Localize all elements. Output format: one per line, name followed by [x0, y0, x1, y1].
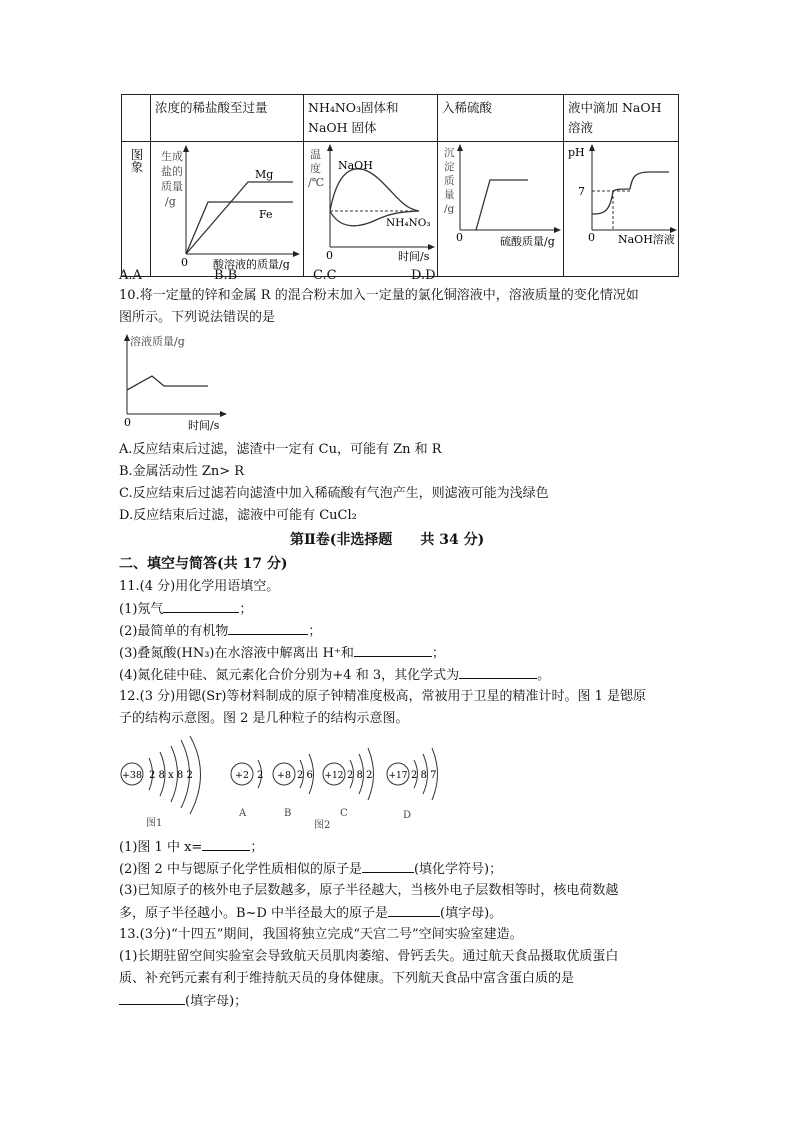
table-cell-a-header: 浓度的稀盐酸至过量 [151, 95, 304, 142]
graph-d-cell [564, 142, 679, 277]
fig2-atom-d-label: D [403, 810, 412, 821]
q13-stem: 13.(3分)“十四五”期间，我国将独立完成“天宫二号”空间实验室建造。 [119, 927, 523, 942]
answer-blank [354, 644, 432, 657]
table-graph-row [122, 142, 679, 277]
q10-option-b: B.金属活动性 Zn> R [119, 464, 245, 479]
q12-stem-line2: 子的结构示意图。图 2 是几种粒子的结构示意图。 [119, 711, 409, 726]
q11-stem: 11.(4 分)用化学用语填空。 [119, 579, 280, 594]
answer-blank [228, 622, 308, 635]
fig2-atom-a [231, 760, 263, 819]
graph-b-cell [304, 142, 438, 277]
fig2-atom-c-nucleus: +12 [324, 771, 344, 781]
q9-option-a: A.A [119, 268, 142, 283]
q12-q1: (1)图 1 中 x= ； [119, 840, 264, 855]
graph-c-ylabel-3: 质 [444, 175, 455, 187]
graph-c-cell [438, 142, 564, 277]
fig2-atom-b-electrons: 2 6 [297, 770, 313, 781]
section2-title: 二、填空与简答(共 17 分) [119, 556, 288, 572]
q12-structure-figures [118, 736, 450, 834]
graph-d-origin: 0 [588, 231, 595, 244]
row-label: 图象 [122, 142, 151, 277]
fig2-atom-b-label: B [284, 808, 292, 819]
fig1-electrons: 2 8 x 8 2 [149, 770, 193, 781]
q10-stem-line2: 图所示。下列说法错误的是 [119, 310, 276, 325]
graph-d-ylabel: pH [568, 146, 585, 159]
q11-item-2: (2)最简单的有机物 ； [119, 624, 322, 639]
fig2-atom-b-nucleus: +8 [276, 770, 292, 781]
fig2-atom-c [314, 748, 374, 831]
q9-option-b: B.B [214, 268, 238, 283]
fig2-caption: 图2 [314, 820, 331, 831]
answer-blank [163, 600, 239, 613]
q12-q3-line2: 多，原子半径越小。B~D 中半径最大的原子是 (填字母)。 [119, 906, 503, 921]
graph-b-series-nh4no3: NH₄NO₃ [386, 217, 431, 229]
graph-a-series-mg: Mg [255, 168, 274, 181]
graph-b-series-naoh: NaOH [338, 159, 373, 172]
graph-c-ylabel-4: 量 [444, 189, 455, 201]
table-cell-b-header: NH₄NO₃固体和NaOH 固体 [304, 95, 438, 142]
fig1-sr-atom [121, 736, 201, 829]
q13-line2: 质、补充钙元素有利于维持航天员的身体健康。下列航天食品中富含蛋白质的是 [119, 971, 575, 986]
graph-a [151, 142, 303, 270]
graph-b-naoh-curve [330, 169, 419, 211]
fig2-atom-c-label: C [340, 808, 348, 819]
q13-line3: (填字母)； [119, 992, 247, 1011]
fig2-atom-d-nucleus: +17 [388, 771, 408, 781]
table-corner-cell [122, 95, 151, 142]
graph-a-mg-line [186, 182, 293, 254]
q10-graph-line [127, 376, 208, 390]
graph-a-origin: 0 [181, 256, 188, 269]
fig1-caption: 图1 [146, 818, 163, 829]
q11-item-2-text: (2)最简单的有机物 [119, 624, 229, 639]
fig2-atom-d-electrons: 2 8 7 [411, 770, 437, 781]
graph-d-xlabel: NaOH溶液 [618, 233, 675, 246]
q10-option-d: D.反应结束后过滤，滤液中可能有 CuCl₂ [119, 508, 357, 523]
table-cell-d-header: 液中滴加 NaOH 溶液 [564, 95, 679, 142]
answer-blank [202, 838, 250, 851]
graph-c [438, 142, 563, 270]
fig2-atom-a-label: A [239, 808, 247, 819]
fig1-nucleus: +38 [121, 770, 143, 781]
graph-d-tick-7: 7 [578, 185, 585, 198]
q9-options-table [121, 94, 679, 277]
q10-graph [118, 332, 228, 432]
graph-b-xlabel: 时间/s [398, 250, 430, 263]
graph-b-ylabel-1: 温 [310, 148, 321, 161]
fig2-atom-b [273, 754, 314, 819]
graph-b-origin: 0 [326, 249, 333, 262]
graph-b [304, 142, 437, 270]
q13-line1: (1)长期驻留空间实验室会导致航天员肌肉萎缩、骨钙丢失。通过航天食品摄取优质蛋白 [119, 949, 619, 964]
graph-d [564, 142, 678, 270]
table-cell-c-header: 入稀硫酸 [438, 95, 564, 142]
graph-a-ylabel-4: /g [165, 195, 176, 208]
q11-item-4-text: (4)氮化硅中硅、氮元素化合价分别为+4 和 3，其化学式为 [119, 668, 460, 683]
graph-a-series-fe: Fe [259, 208, 273, 221]
q10-stem-line1: 10.将一定量的锌和金属 R 的混合粉末加入一定量的氯化铜溶液中，溶液质量的变化情况如 [119, 288, 639, 303]
q12-q3-line1: (3)已知原子的核外电子层数越多，原子半径越大，当核外电子层数相等时，核电荷数越 [119, 883, 619, 898]
graph-a-ylabel-2: 盐的 [161, 165, 183, 178]
answer-blank [388, 904, 440, 917]
q11-item-3-text: (3)叠氮酸(HN₃)在水溶液中解离出 H⁺和 [119, 646, 354, 661]
q10-graph-xlabel: 时间/s [188, 419, 220, 432]
q11-item-1: (1)氖气 ； [119, 602, 253, 617]
graph-a-fe-line [186, 202, 293, 254]
graph-c-line [476, 180, 528, 230]
answer-blank [459, 666, 537, 679]
graph-a-cell [151, 142, 304, 277]
q11-item-3: (3)叠氮酸(HN₃)在水溶液中解离出 H⁺和 ； [119, 646, 445, 661]
q11-item-1-text: (1)氖气 [119, 602, 164, 617]
q10-option-c: C.反应结束后过滤若向滤渣中加入稀硫酸有气泡产生，则滤液可能为浅绿色 [119, 486, 549, 501]
fig2-atom-c-electrons: 2 8 2 [347, 770, 373, 781]
graph-b-ylabel-2: 度 [310, 162, 321, 175]
fig2-atom-a-electrons: 2 [257, 770, 264, 781]
q12-q2: (2)图 2 中与锶原子化学性质相似的原子是 (填化学符号)； [119, 862, 503, 877]
q9-option-c: C.C [313, 268, 337, 283]
graph-c-ylabel-2: 淀 [444, 161, 455, 173]
graph-c-ylabel-1: 沉 [444, 147, 455, 159]
fig2-atom-d [387, 748, 438, 821]
q9-option-d: D.D [411, 268, 436, 283]
q10-graph-origin: 0 [124, 416, 131, 429]
graph-c-xlabel: 硫酸质量/g [500, 235, 555, 248]
graph-a-ylabel-3: 质量 [161, 180, 183, 193]
q12-stem-line1: 12.(3 分)用锶(Sr)等材料制成的原子钟精准度极高，常被用于卫星的精准计时。图 1 是锶原 [119, 689, 647, 704]
graph-b-ylabel-3: /℃ [308, 176, 325, 189]
answer-blank [362, 860, 414, 873]
part2-title: 第Ⅱ卷(非选择题 共 34 分) [290, 532, 485, 548]
q11-item-4: (4)氮化硅中硅、氮元素化合价分别为+4 和 3，其化学式为 。 [119, 668, 551, 683]
graph-c-ylabel-5: /g [444, 203, 455, 215]
graph-c-origin: 0 [456, 231, 463, 244]
graph-a-xlabel: 酸溶液的质量/g [213, 258, 290, 270]
q10-option-a: A.反应结束后过滤，滤渣中一定有 Cu，可能有 Zn 和 R [119, 442, 442, 457]
fig2-atom-a-nucleus: +2 [234, 770, 250, 781]
table-header-row [122, 95, 679, 142]
graph-a-ylabel-1: 生成 [161, 150, 183, 163]
graph-d-curve [592, 172, 669, 214]
answer-blank [119, 992, 185, 1005]
q10-graph-ylabel: 溶液质量/g [130, 335, 185, 348]
